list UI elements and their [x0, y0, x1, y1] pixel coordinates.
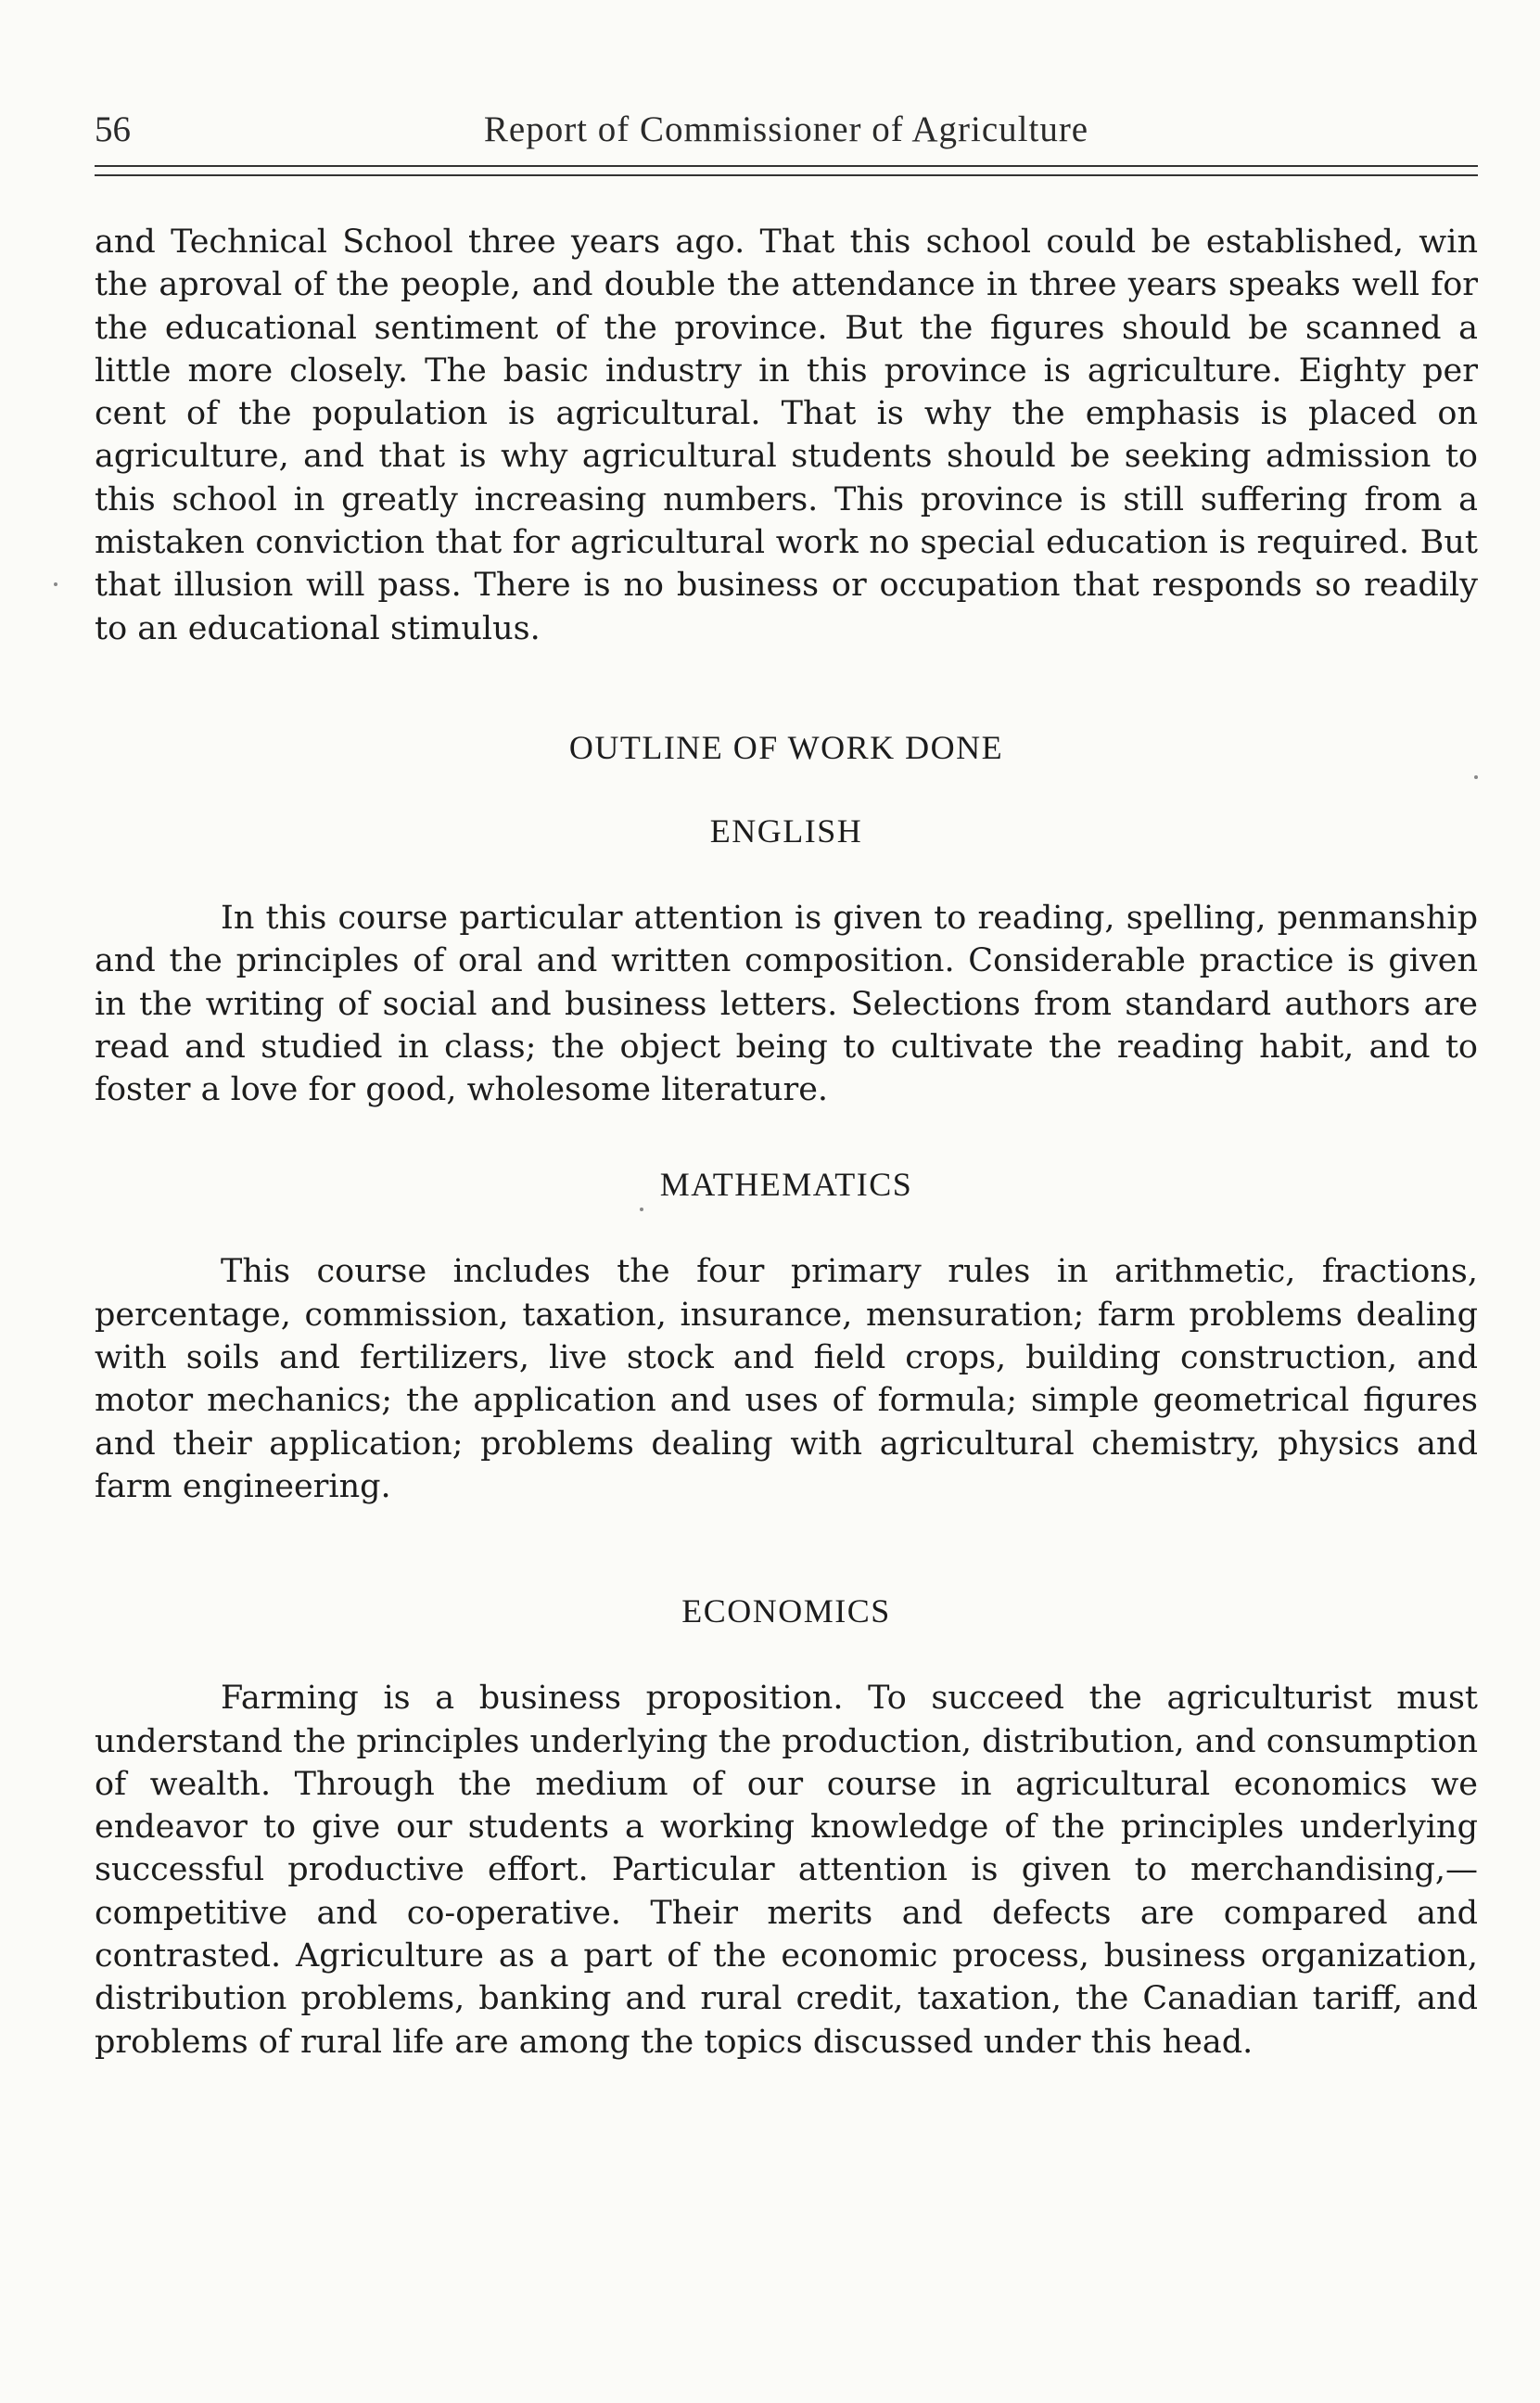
- intro-paragraph: and Technical School three years ago. That this school could be established, win the aproval of the people, and double the attendance in three years speaks well for the educational sentiment of the province. But the figures should be scanned a little more closely. The basic industry in this province is agriculture. Eighty per cent of the population is agricultural. That is why the emphasis is placed on agriculture, and that is why agricultural students should be seeking admission to this school in greatly increasing numbers. This province is still suffering from a mistaken conviction that for agricultural work no special education is required. But that illusion will pass. There is no business or occupation that responds so readily to an educational stimulus.: [95, 224, 1478, 647]
- body-text: [95, 221, 1478, 2064]
- running-head: [95, 102, 1478, 158]
- header-double-rule: [95, 165, 1478, 176]
- print-speck: [54, 582, 57, 586]
- spacer: [95, 1206, 1478, 1250]
- spacer: [95, 1632, 1478, 1677]
- mathematics-heading: MATHEMATICS: [659, 1166, 913, 1204]
- page-number: 56: [95, 109, 131, 149]
- economics-heading: ECONOMICS: [681, 1592, 891, 1630]
- spacer: [95, 769, 1478, 810]
- print-speck: [1474, 775, 1478, 779]
- english-heading: ENGLISH: [709, 812, 863, 850]
- outline-heading: OUTLINE OF WORK DONE: [568, 728, 1004, 766]
- running-title: Report of Commissioner of Agriculture: [483, 109, 1089, 149]
- mathematics-paragraph: This course includes the four primary rules in arithmetic, fractions, percentage, commission, taxation, insurance, mensuration; farm problems dealing with soils and fertilizers, live stock and field crops, building construction, and motor mechanics; the application and uses of formula; simple geometrical figures and their application; problems dealing with agricultural chemistry, physics and farm engineering.: [95, 1253, 1478, 1505]
- spacer: [95, 1111, 1478, 1163]
- spacer: [95, 650, 1478, 726]
- page: [95, 0, 1478, 2403]
- print-speck: [640, 1208, 643, 1211]
- spacer: [95, 1508, 1478, 1590]
- spacer: [95, 852, 1478, 897]
- english-paragraph: In this course particular attention is given to reading, spelling, penmanship and the principles of oral and written composition. Considerable practice is given in the writing of social and business letters. Selections from standard authors are read and studied in class; the object being to cultivate the reading habit, and to foster a love for good, wholesome literature.: [95, 899, 1478, 1109]
- economics-paragraph: Farming is a business proposition. To succeed the agriculturist must understand the principles underlying the production, distribution, and consumption of wealth. Through the medium of our course in agricultural economics we endeavor to give our students a working knowledge of the principles underlying successful productive effort. Particular attention is given to merchandising,—competitive and co-operative. Their merits and defects are compared and contrasted. Agriculture as a part of the economic process, business organization, distribution problems, banking and rural credit, taxation, the Canadian tariff, and problems of rural life are among the topics discussed under this head.: [95, 1680, 1478, 2061]
